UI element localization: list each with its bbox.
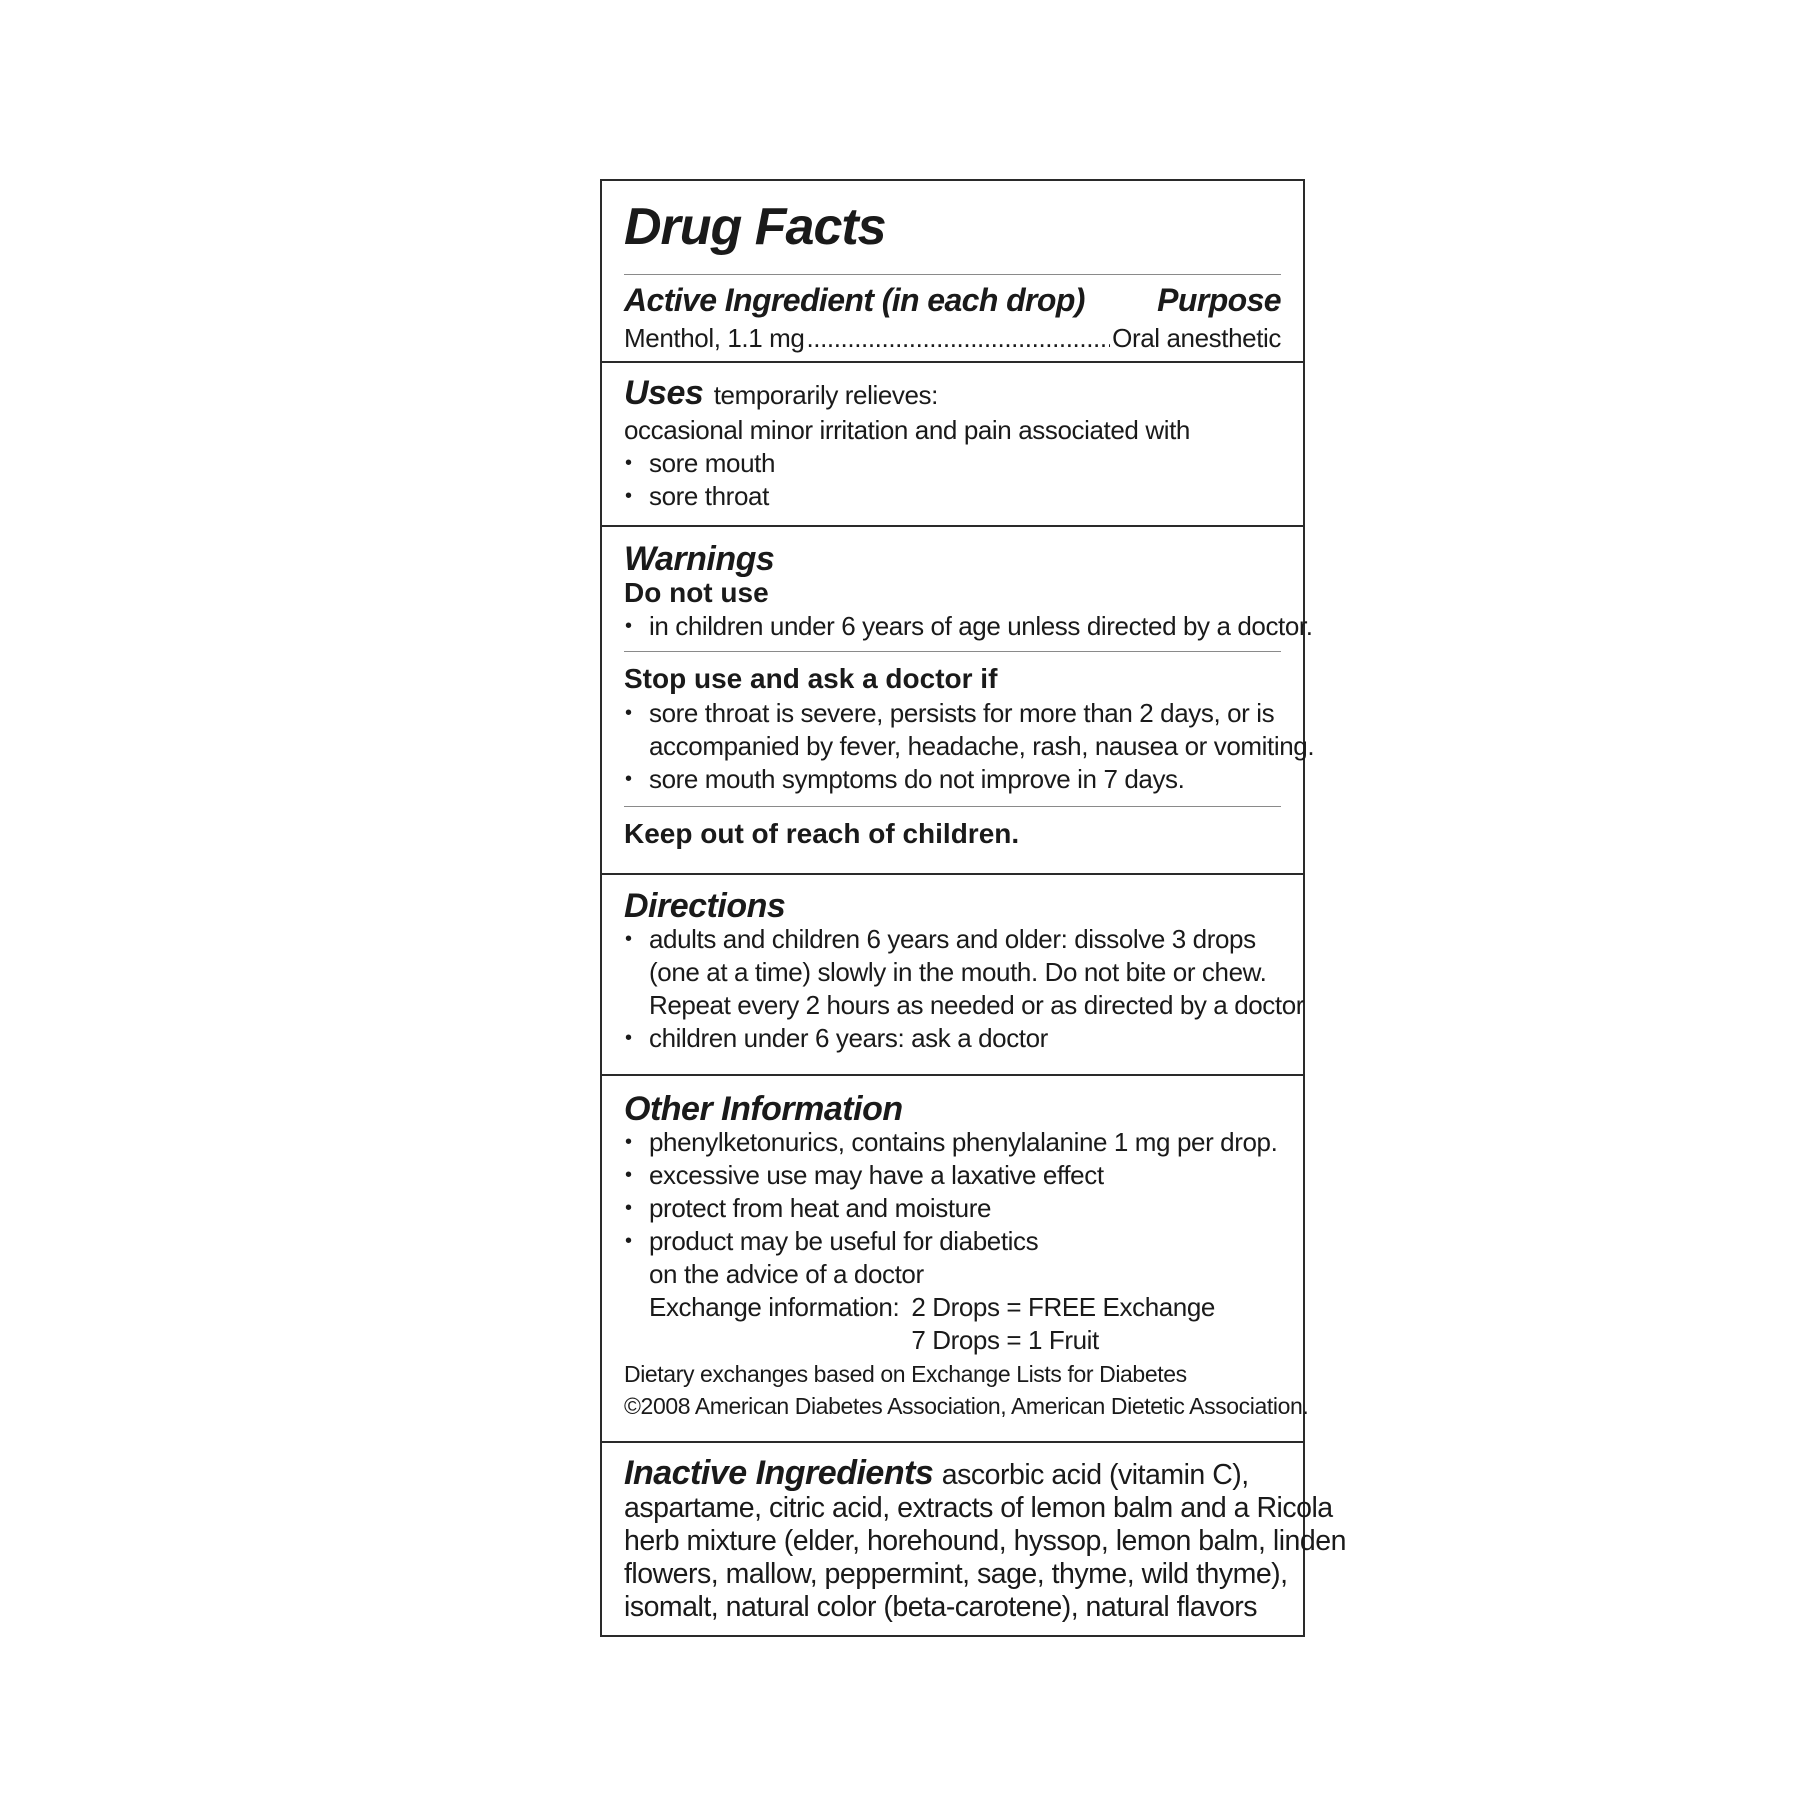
drug-facts-panel	[600, 179, 1346, 1637]
purpose-heading: Purpose	[1157, 282, 1281, 318]
list-item: • sore throat is severe, persists for more than 2 days, or is accompanied by fever, headache, rash, nausea or vomiting.	[624, 697, 1281, 763]
page-title: Drug Facts	[624, 198, 886, 256]
list-item: • protect from heat and moisture	[624, 1192, 1281, 1225]
stop-use-list	[624, 697, 1315, 796]
inactive-header-line	[624, 1456, 1281, 1492]
uses-intro: temporarily relieves:	[713, 380, 938, 410]
other-information-section	[602, 1074, 1309, 1441]
uses-header-line	[624, 376, 1281, 412]
exchange-information	[624, 1291, 1281, 1357]
inactive-line: flowers, mallow, peppermint, sage, thyme, wild thyme),	[624, 1558, 1288, 1590]
inactive-line: isomalt, natural color (beta-carotene), natural flavors	[624, 1591, 1258, 1623]
warnings-section	[602, 525, 1315, 873]
uses-list	[624, 447, 1281, 513]
directions-section	[602, 873, 1303, 1074]
stop-use-heading: Stop use and ask a doctor if	[624, 663, 998, 694]
do-not-use-heading: Do not use	[624, 577, 769, 608]
list-item: • sore mouth	[624, 447, 1281, 480]
warnings-rule-2	[624, 806, 1281, 807]
active-ingredient-section	[602, 181, 1303, 361]
list-item: • sore throat	[624, 480, 1281, 513]
list-item: • product may be useful for diabetics on the advice of a doctor	[624, 1225, 1281, 1291]
copyright-line: ©2008 American Diabetes Association, American Dietetic Association.	[624, 1393, 1309, 1419]
ingredient-name: Menthol, 1.1 mg	[624, 323, 805, 353]
leader-dots	[806, 322, 1110, 355]
list-item: • excessive use may have a laxative effect	[624, 1159, 1281, 1192]
uses-section	[602, 361, 1303, 525]
title-rule	[624, 274, 1281, 275]
list-item: • in children under 6 years of age unless directed by a doctor.	[624, 610, 1281, 643]
footnote-line: Dietary exchanges based on Exchange Lists for Diabetes	[624, 1361, 1187, 1387]
inactive-line: aspartame, citric acid, extracts of lemon balm and a Ricola	[624, 1492, 1333, 1524]
ingredient-purpose: Oral anesthetic	[1112, 323, 1281, 353]
exchange-row: 2 Drops = FREE Exchange	[911, 1292, 1215, 1322]
uses-line: occasional minor irritation and pain associated with	[624, 415, 1190, 445]
active-ingredient-heading: Active Ingredient (in each drop)	[624, 282, 1085, 318]
other-information-list	[624, 1126, 1281, 1291]
ingredient-row	[624, 322, 1281, 355]
do-not-use-list	[624, 610, 1313, 643]
list-item: • sore mouth symptoms do not improve in 7 days.	[624, 763, 1281, 796]
directions-list	[624, 923, 1305, 1055]
list-item: • children under 6 years: ask a doctor	[624, 1022, 1281, 1055]
exchange-row: 7 Drops = 1 Fruit	[911, 1325, 1099, 1355]
exchange-label: Exchange information:	[649, 1292, 900, 1322]
inactive-ingredients-heading: Inactive Ingredients	[624, 1454, 934, 1492]
inactive-line: herb mixture (elder, horehound, hyssop, lemon balm, linden	[624, 1525, 1346, 1557]
warnings-heading: Warnings	[624, 540, 775, 578]
other-information-heading: Other Information	[624, 1090, 903, 1128]
keep-out-text: Keep out of reach of children.	[624, 818, 1020, 849]
list-item: • adults and children 6 years and older: dissolve 3 drops (one at a time) slowly in the mouth. Do not bite or chew. Repeat every 2 hours as needed or as directed by a doctor	[624, 923, 1281, 1022]
uses-heading: Uses	[624, 374, 704, 412]
list-item: • phenylketonurics, contains phenylalanine 1 mg per drop.	[624, 1126, 1281, 1159]
inactive-ingredients-section	[602, 1441, 1346, 1635]
inactive-first-line: ascorbic acid (vitamin C),	[941, 1459, 1249, 1491]
directions-heading: Directions	[624, 887, 786, 925]
warnings-rule-1	[624, 651, 1281, 652]
active-ingredient-header	[624, 284, 1281, 316]
